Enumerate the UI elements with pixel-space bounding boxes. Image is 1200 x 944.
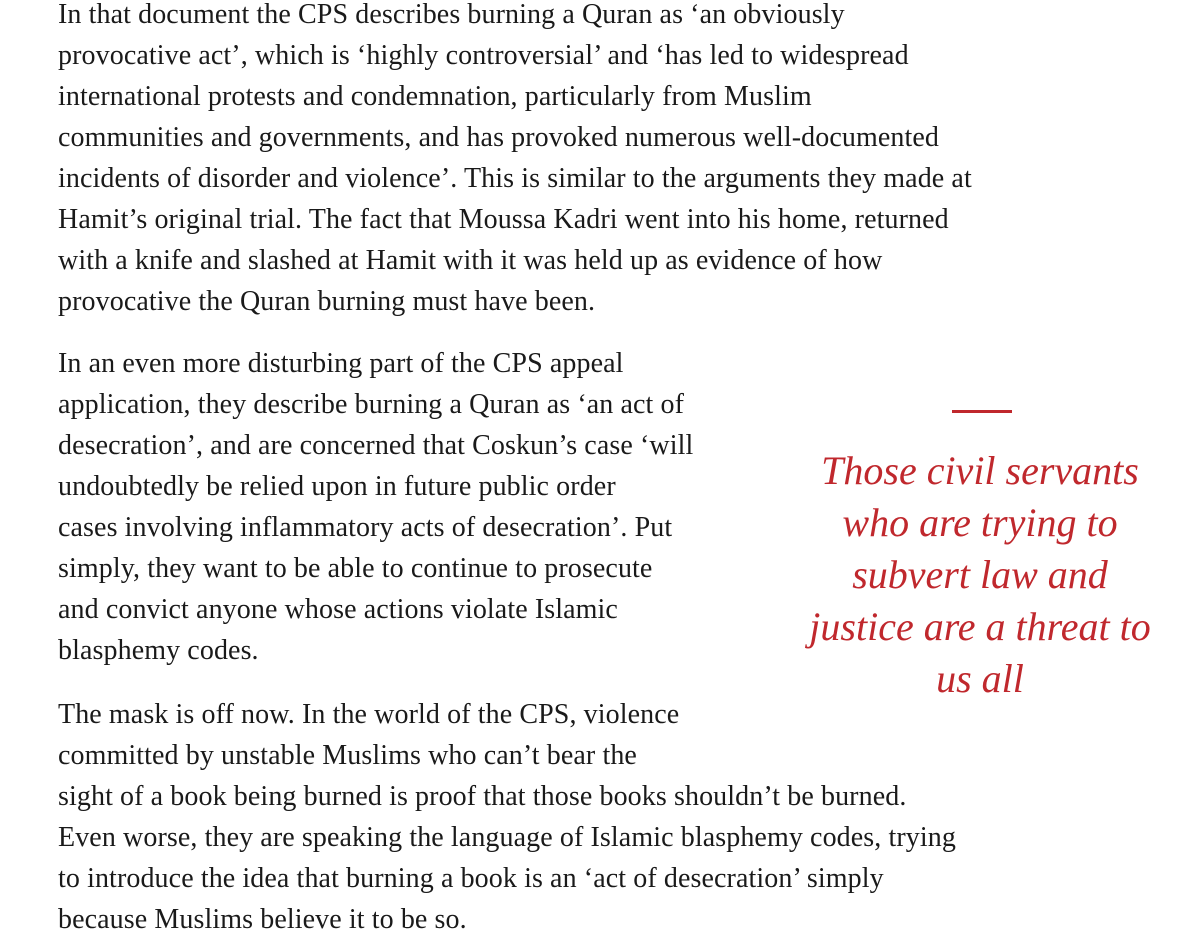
pullquote (790, 445, 1170, 705)
paragraph-1-line-8: provocative the Quran burning must have been. (58, 286, 596, 317)
pullquote-line-4: justice are a threat to (809, 604, 1151, 649)
paragraph-3-line-5: to introduce the idea that burning a book is an ‘act of desecration’ simply (58, 863, 884, 894)
pullquote-rule (952, 410, 1012, 413)
paragraph-1-line-6: Hamit’s original trial. The fact that Moussa Kadri went into his home, returned (58, 204, 949, 235)
pullquote-line-5: us all (936, 656, 1024, 701)
paragraph-2-line-7: and convict anyone whose actions violate Islamic (58, 594, 618, 625)
paragraph-1-line-1: In that document the CPS describes burning a Quran as ‘an obviously (58, 0, 845, 30)
paragraph-3-line-4: Even worse, they are speaking the language of Islamic blasphemy codes, trying (58, 822, 956, 853)
paragraph-2-line-1: In an even more disturbing part of the CPS appeal (58, 348, 624, 379)
paragraph-2-line-2: application, they describe burning a Quran as ‘an act of (58, 389, 685, 420)
paragraph-1-line-5: incidents of disorder and violence’. This is similar to the arguments they made at (58, 163, 972, 194)
paragraph-2-line-8: blasphemy codes. (58, 635, 259, 666)
paragraph-3-line-6: because Muslims believe it to be so. (58, 904, 467, 935)
paragraph-2-line-4: undoubtedly be relied upon in future public order (58, 471, 616, 502)
paragraph-2-line-6: simply, they want to be able to continue to prosecute (58, 553, 653, 584)
paragraph-2-line-3: desecration’, and are concerned that Coskun’s case ‘will (58, 430, 694, 461)
pullquote-line-2: who are trying to (842, 500, 1118, 545)
pullquote-line-1: Those civil servants (821, 448, 1139, 493)
pullquote-line-3: subvert law and (852, 552, 1108, 597)
paragraph-3-line-1: The mask is off now. In the world of the CPS, violence (58, 699, 680, 730)
paragraph-3-line-3: sight of a book being burned is proof that those books shouldn’t be burned. (58, 781, 907, 812)
paragraph-1-line-3: international protests and condemnation, particularly from Muslim (58, 81, 812, 112)
paragraph-1-line-4: communities and governments, and has provoked numerous well-documented (58, 122, 940, 153)
paragraph-2-line-5: cases involving inflammatory acts of desecration’. Put (58, 512, 673, 543)
paragraph-3-line-2: committed by unstable Muslims who can’t bear the (58, 740, 637, 771)
paragraph-1-line-7: with a knife and slashed at Hamit with it was held up as evidence of how (58, 245, 883, 276)
paragraph-1-line-2: provocative act’, which is ‘highly controversial’ and ‘has led to widespread (58, 40, 909, 71)
